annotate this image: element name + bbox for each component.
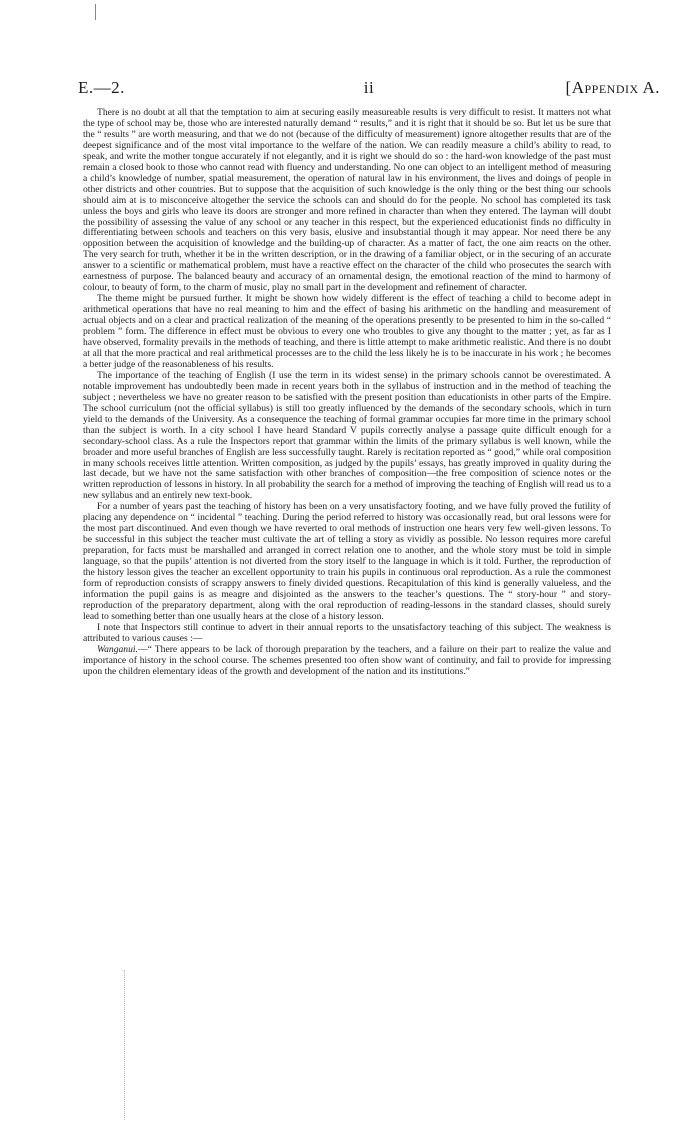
margin-mark [95, 4, 96, 20]
body-text [83, 108, 611, 678]
quoted-report [83, 645, 611, 678]
quote-district: Wanganui. [97, 643, 138, 655]
page-number: ii [363, 78, 375, 97]
quote-text: —“ There appears to be lack of thorough preparation by the teachers, and a failure on their part to realize the value and importance of history in the school course. The schemes presented too often show want of continuity, and fail to provide for impressing upon the children elementary ideas of the growth and development of the nation and its institutions.” [83, 643, 611, 677]
paragraph-arithmetic: The theme might be pursued further. It might be shown how widely different is the effect of teaching a child to become adept in arithmetical operations that have no real meaning to him and the effect of basing his arithmetic on the handling and measurement of actual objects and on a clear and practical realization of the meaning of the operations presently to be presented to him in the so-called “ problem ” form. The difference in effect must be obvious to every one who troubles to give any thought to the matter ; yet, as far as I have observed, formality prevails in the methods of teaching, and there is little attempt to make arithmetic realistic. And there is no doubt at all that the more practical and real arithmetical processes are to the child the less likely he is to be inaccurate in his work ; he becomes a better judge of the reasonableness of his results. [83, 293, 611, 370]
paragraph-measurable-results: There is no doubt at all that the temptation to aim at securing easily measureable results is very difficult to resist. It matters not what the type of school may be, those who are interested naturally demand “ results,” and it is right that it should be so. But let us be sure that the “ results ” are worth measuring, and that we do not (because of the difficulty of measurement) ignore altogether results that are of the deepest significance and of the most vital importance to the welfare of the nation. We can readily measure a child’s ability to read, to speak, and write the mother tongue accurately if not elegantly, and it is right we should do so : the hard-won knowledge of the past must remain a closed book to those who cannot read with fluency and understanding. No one can object to an intelligent method of measuring a child’s knowledge of number, spatial measurement, the operation of natural law in his environment, the lives and doings of people in other districts and other countries. But to suppose that the acquisition of such knowledge is the only thing or the best thing our schools should aim at is to misconceive altogether the service the schools can and should do for the people. No school has completed its task unless the boys and girls who leave its doors are stronger and more refined in character than when they entered. The layman will doubt the possibility of assessing the value of any school or any teacher in this respect, but the experienced educationist finds no difficulty in differentiating between schools and teachers on this very basis, elusive and insubstantial though it may appear. Nor need there be any opposition between the acquisition of knowledge and the building-up of character. As a matter of fact, the one aim reacts on the other. The very search for truth, whether it be in the written description, or in the drawing of a familiar object, or in the securing of an accurate answer to a scientific or mathematical problem, must have a reactive effect on the character of the child who prosecutes the search with earnestness of purpose. The balanced beauty and accuracy of an ornamental design, the emotional reaction of the mind to harmony of colour, to beauty of form, to the charm of music, play no small part in the development and refinement of character. [83, 107, 611, 294]
paragraph-english: The importance of the teaching of English (I use the term in its widest sense) in the primary schools cannot be overestimated. A notable improvement has undoubtedly been made in recent years both in the syllabus of instruction and in the method of teaching the subject ; nevertheless we have no greater reason to be satisfied with the present position than educationists in other parts of the Empire. The school curriculum (not the official syllabus) is still too greatly influenced by the demands of the secondary schools, which in turn yield to the demands of the University. As a consequence the teaching of formal grammar occupies far more time in the primary school than the subject is worth. In a city school I have heard Standard V pupils correctly analyse a passage quite difficult enough for a secondary-school class. As a rule the Inspectors report that grammar within the limits of the primary syllabus is well known, while the broader and more useful branches of English are less successfully taught. Rarely is recitation reported as “ good,” while oral composition in many schools receives little attention. Written composition, as judged by the pupils’ essays, has greatly improved in quality during the last decade, but we have not the same satisfaction with other branches of composition—the free composition of science notes or the written reproduction of lessons in history. In all probability the search for a method of improving the teaching of English will read us to a new syllabus and an entirely new text-book. [83, 369, 611, 502]
appendix-label: [Appendix A. [565, 78, 660, 97]
document-reference: E.—2. [78, 78, 125, 97]
paragraph-inspectors: I note that Inspectors still continue to advert in their annual reports to the unsatisfactory teaching of this subject. The weakness is attributed to various causes :— [83, 621, 611, 644]
page-header [78, 78, 660, 102]
margin-rule [124, 970, 126, 1120]
paragraph-history: For a number of years past the teaching of history has been on a very unsatisfactory footing, and we have fully proved the futility of placing any dependence on “ incidental ” teaching. During the period referred to history was occasionally read, but oral lessons were for the most part discontinued. And even though we have reverted to oral methods of instruction one hears very few well-given lessons. To be successful in this subject the teacher must cultivate the art of telling a story as vividly as possible. No lesson requires more careful preparation, for facts must be marshalled and arranged in correct relation one to another, and the whole story must be told in simple language, so that the pupils’ attention is not diverted from the story itself to the language in which is it told. Further, the reproduction of the history lesson gives the teacher an excellent opportunity to train his pupils in continuous oral reproduction. As a rule the commonest form of reproduction consists of scrappy answers to finely divided questions. Recapitulation of this kind is generally valueless, and the information the pupil gains is as meagre and disjointed as the answers to the teacher’s questions. The “ story-hour ” and story-reproduction of the preparatory department, along with the oral reproduction of reading-lessons in the standard classes, should surely lead to something better than one usually hears at the close of a history lesson. [83, 501, 611, 622]
